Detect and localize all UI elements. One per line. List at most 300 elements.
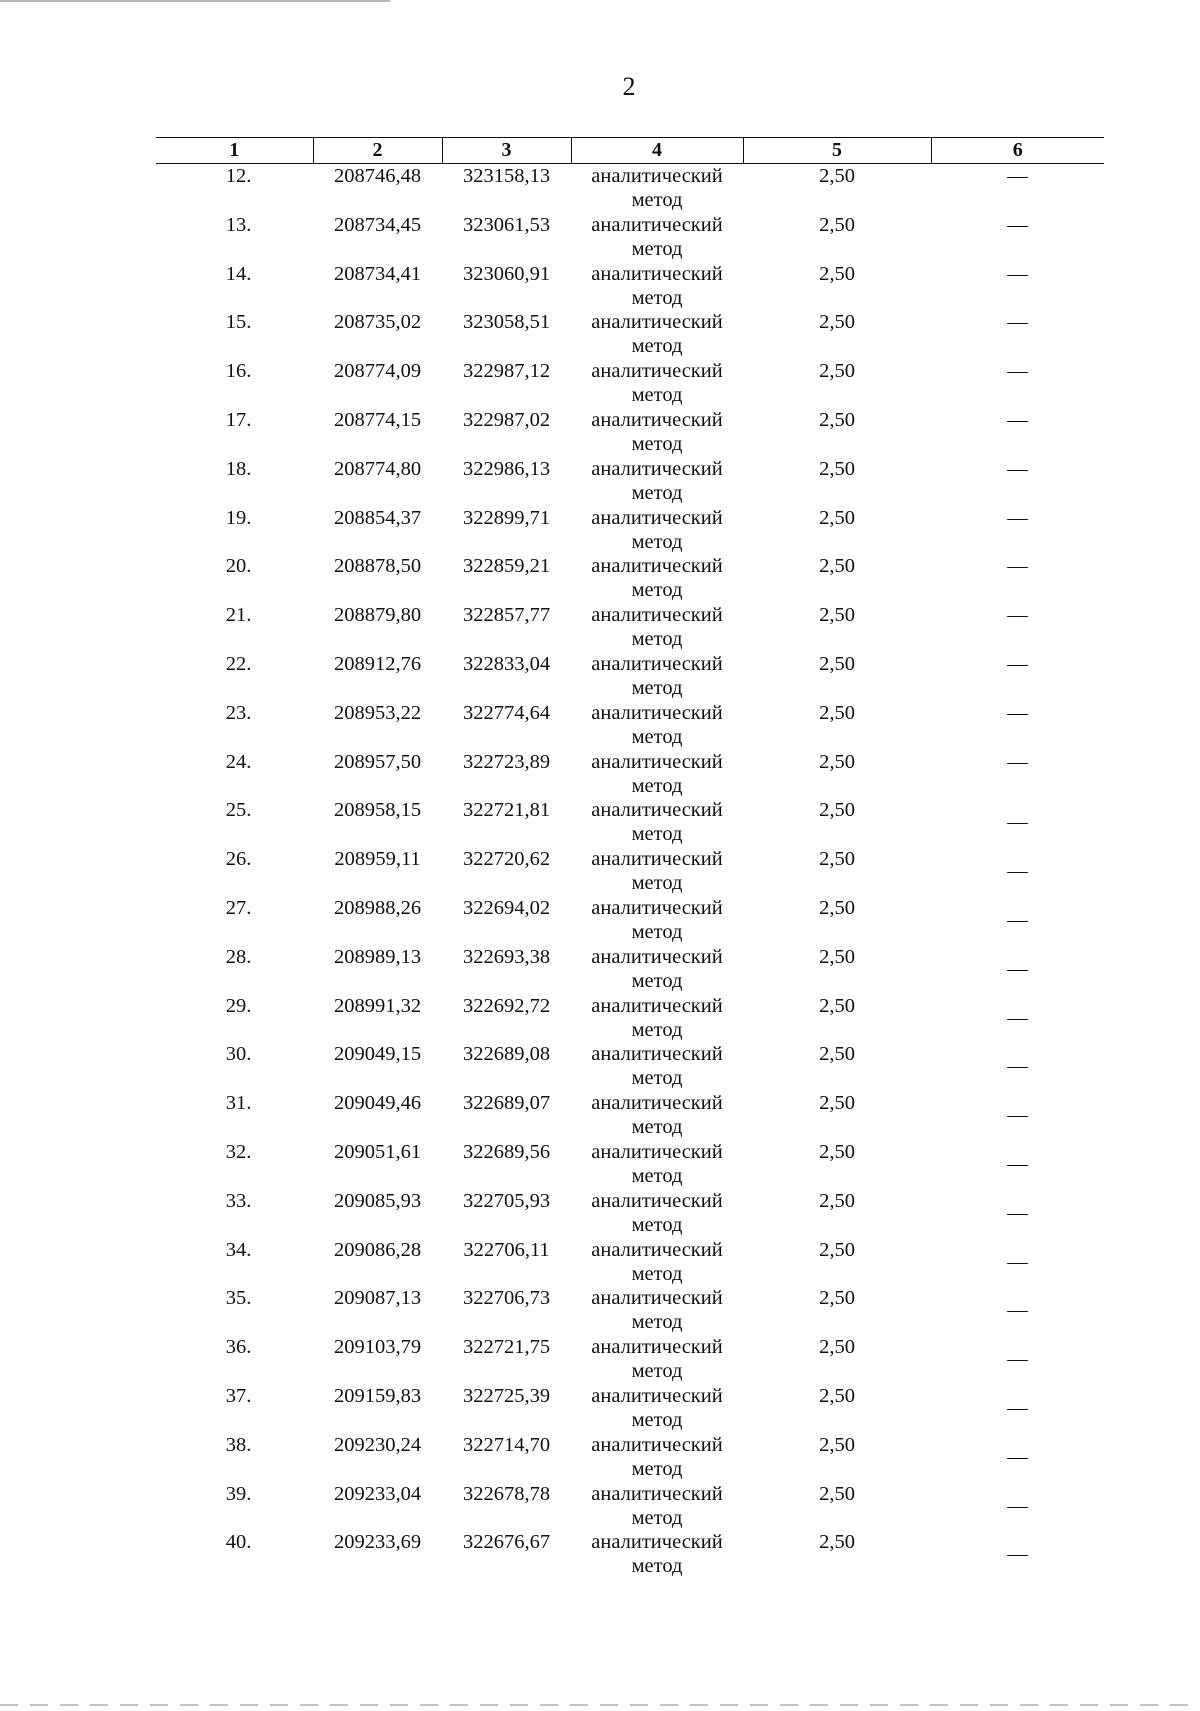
accuracy: 2,50 — [819, 1092, 855, 1115]
method — [571, 457, 743, 506]
accuracy: 2,50 — [819, 750, 855, 773]
method-line-2: метод — [631, 1506, 683, 1529]
method — [571, 1189, 743, 1238]
method-line-1: аналитический — [591, 652, 723, 675]
note — [931, 1042, 1104, 1091]
point-number: 20. — [225, 555, 252, 578]
column-header-4: 4 — [571, 138, 743, 164]
accuracy: 2,50 — [819, 1043, 855, 1066]
note-dash: — — [1007, 957, 1028, 980]
note — [931, 1433, 1104, 1482]
method-line-1: аналитический — [591, 311, 723, 334]
method-line-2: метод — [631, 1067, 683, 1090]
method-line-2: метод — [631, 481, 683, 504]
method-line-1: аналитический — [591, 1238, 723, 1261]
note-dash: — — [1007, 1299, 1028, 1322]
coordinate-x: 208879,80 — [333, 604, 422, 627]
note-dash: — — [1007, 1543, 1028, 1566]
table-row — [156, 652, 1104, 701]
method-line-1: аналитический — [591, 994, 723, 1017]
coordinate-y: 322774,64 — [462, 701, 551, 724]
method-line-2: метод — [631, 1457, 683, 1480]
point-number: 31. — [225, 1092, 252, 1115]
coordinate-y: 322986,13 — [462, 457, 551, 480]
coordinate-x: 209049,15 — [333, 1043, 422, 1066]
coordinate-y: 322705,93 — [462, 1189, 551, 1212]
accuracy: 2,50 — [819, 408, 855, 431]
note — [931, 798, 1104, 847]
method — [571, 847, 743, 896]
note — [931, 847, 1104, 896]
note — [931, 1384, 1104, 1433]
note-dash: — — [1007, 1152, 1028, 1175]
coordinate-y: 322714,70 — [462, 1433, 551, 1456]
method-line-1: аналитический — [591, 506, 723, 529]
point-number: 12. — [225, 165, 252, 187]
method-line-2: метод — [631, 237, 683, 260]
point-number: 37. — [225, 1384, 252, 1407]
coordinate-x: 208912,76 — [333, 652, 422, 675]
note — [931, 554, 1104, 603]
point-number: 36. — [225, 1336, 252, 1359]
coordinate-y: 322987,12 — [462, 360, 551, 383]
table-row — [156, 1384, 1104, 1433]
method-line-2: метод — [631, 384, 683, 407]
note-dash: — — [1007, 1201, 1028, 1224]
coordinate-y: 322833,04 — [462, 652, 551, 675]
table-row — [156, 1335, 1104, 1384]
coordinate-x: 209085,93 — [333, 1189, 422, 1212]
note-dash: — — [1007, 1250, 1028, 1273]
accuracy: 2,50 — [819, 262, 855, 285]
coordinate-y: 322899,71 — [462, 506, 551, 529]
method-line-1: аналитический — [591, 1092, 723, 1115]
coordinate-y: 322857,77 — [462, 604, 551, 627]
accuracy: 2,50 — [819, 896, 855, 919]
accuracy: 2,50 — [819, 311, 855, 334]
note-dash: — — [1007, 408, 1028, 431]
table-row — [156, 896, 1104, 945]
table-row — [156, 506, 1104, 555]
method-line-2: метод — [631, 189, 683, 211]
method — [571, 262, 743, 311]
coordinate-y: 322694,02 — [462, 896, 551, 919]
table-row — [156, 457, 1104, 506]
coordinate-x: 208959,11 — [334, 848, 421, 871]
table-row — [156, 701, 1104, 750]
method-line-1: аналитический — [591, 165, 723, 187]
method-line-1: аналитический — [591, 1531, 723, 1554]
accuracy: 2,50 — [819, 1189, 855, 1212]
note — [931, 701, 1104, 750]
accuracy: 2,50 — [819, 1384, 855, 1407]
method-line-1: аналитический — [591, 701, 723, 724]
method — [571, 359, 743, 408]
point-number: 24. — [225, 750, 252, 773]
method — [571, 1238, 743, 1287]
method-line-1: аналитический — [591, 213, 723, 236]
coordinate-x: 208988,26 — [333, 896, 422, 919]
method-line-2: метод — [631, 872, 683, 895]
note-dash: — — [1007, 1104, 1028, 1127]
table-row — [156, 359, 1104, 408]
coordinate-x: 209087,13 — [333, 1287, 422, 1310]
coordinate-y: 323158,13 — [462, 165, 551, 187]
coordinate-x: 208774,80 — [333, 457, 422, 480]
note — [931, 457, 1104, 506]
note — [931, 603, 1104, 652]
point-number: 27. — [225, 896, 252, 919]
column-header-2: 2 — [313, 138, 442, 164]
method — [571, 1384, 743, 1433]
point-number: 35. — [225, 1287, 252, 1310]
note — [931, 1238, 1104, 1287]
table-row — [156, 1189, 1104, 1238]
coordinate-x: 208989,13 — [333, 945, 422, 968]
method-line-1: аналитический — [591, 799, 723, 822]
note — [931, 1091, 1104, 1140]
note-dash: — — [1007, 457, 1028, 480]
note-dash: — — [1007, 1055, 1028, 1078]
table-body — [156, 164, 1104, 1580]
header-row — [156, 138, 1104, 164]
method-line-1: аналитический — [591, 1336, 723, 1359]
table-row — [156, 554, 1104, 603]
note — [931, 1530, 1104, 1579]
method-line-2: метод — [631, 725, 683, 748]
coordinate-x: 208878,50 — [333, 555, 422, 578]
coordinate-x: 208734,41 — [333, 262, 422, 285]
note-dash: — — [1007, 604, 1028, 627]
accuracy: 2,50 — [819, 165, 855, 187]
note-dash: — — [1007, 750, 1028, 773]
point-number: 25. — [225, 799, 252, 822]
method-line-2: метод — [631, 676, 683, 699]
method — [571, 1140, 743, 1189]
note-dash: — — [1007, 652, 1028, 675]
method-line-1: аналитический — [591, 555, 723, 578]
method — [571, 164, 743, 213]
column-header-5: 5 — [743, 138, 931, 164]
note — [931, 213, 1104, 262]
method-line-1: аналитический — [591, 1043, 723, 1066]
method-line-2: метод — [631, 1018, 683, 1041]
coordinate-y: 322859,21 — [462, 555, 551, 578]
note — [931, 359, 1104, 408]
point-number: 39. — [225, 1482, 252, 1505]
coordinate-x: 208734,45 — [333, 213, 422, 236]
table-row — [156, 1140, 1104, 1189]
accuracy: 2,50 — [819, 506, 855, 529]
coordinate-x: 209230,24 — [333, 1433, 422, 1456]
method-line-1: аналитический — [591, 262, 723, 285]
note-dash: — — [1007, 1006, 1028, 1029]
coordinate-x: 209051,61 — [333, 1140, 422, 1163]
accuracy: 2,50 — [819, 701, 855, 724]
table-row — [156, 750, 1104, 799]
coordinate-x: 208958,15 — [333, 799, 422, 822]
point-number: 38. — [225, 1433, 252, 1456]
coordinate-y: 323061,53 — [462, 213, 551, 236]
note — [931, 408, 1104, 457]
table-row — [156, 164, 1104, 213]
method-line-2: метод — [631, 1408, 683, 1431]
method-line-2: метод — [631, 1116, 683, 1139]
coordinates-table — [156, 137, 1104, 1579]
table-row — [156, 213, 1104, 262]
point-number: 13. — [225, 213, 252, 236]
note-dash: — — [1007, 811, 1028, 834]
method-line-2: метод — [631, 628, 683, 651]
accuracy: 2,50 — [819, 1238, 855, 1261]
accuracy: 2,50 — [819, 1287, 855, 1310]
method-line-1: аналитический — [591, 1433, 723, 1456]
coordinate-x: 208854,37 — [333, 506, 422, 529]
accuracy: 2,50 — [819, 1140, 855, 1163]
accuracy: 2,50 — [819, 799, 855, 822]
point-number: 32. — [225, 1140, 252, 1163]
accuracy: 2,50 — [819, 1336, 855, 1359]
accuracy: 2,50 — [819, 457, 855, 480]
coordinate-x: 208774,09 — [333, 360, 422, 383]
note-dash: — — [1007, 555, 1028, 578]
coordinate-y: 322706,73 — [462, 1287, 551, 1310]
method-line-1: аналитический — [591, 360, 723, 383]
method — [571, 1042, 743, 1091]
accuracy: 2,50 — [819, 1531, 855, 1554]
point-number: 22. — [225, 652, 252, 675]
accuracy: 2,50 — [819, 604, 855, 627]
note-dash: — — [1007, 1396, 1028, 1419]
table-row — [156, 1286, 1104, 1335]
coordinate-x: 209233,69 — [333, 1531, 422, 1554]
table-row — [156, 1238, 1104, 1287]
note — [931, 1482, 1104, 1531]
note — [931, 1286, 1104, 1335]
method-line-2: метод — [631, 1164, 683, 1187]
note-dash: — — [1007, 360, 1028, 383]
coordinate-x: 208991,32 — [333, 994, 422, 1017]
table-row — [156, 310, 1104, 359]
coordinate-y: 322987,02 — [462, 408, 551, 431]
table-header — [156, 138, 1104, 164]
coordinate-y: 322689,56 — [462, 1140, 551, 1163]
coordinate-x: 209103,79 — [333, 1336, 422, 1359]
point-number: 40. — [225, 1531, 252, 1554]
method-line-1: аналитический — [591, 896, 723, 919]
table-row — [156, 1091, 1104, 1140]
note-dash: — — [1007, 1348, 1028, 1371]
accuracy: 2,50 — [819, 945, 855, 968]
method — [571, 994, 743, 1043]
note — [931, 652, 1104, 701]
method-line-2: метод — [631, 335, 683, 358]
method-line-2: метод — [631, 579, 683, 602]
note-dash: — — [1007, 1445, 1028, 1468]
table-row — [156, 603, 1104, 652]
point-number: 16. — [225, 360, 252, 383]
coordinate-y: 322676,67 — [462, 1531, 551, 1554]
method — [571, 701, 743, 750]
coordinate-x: 208735,02 — [333, 311, 422, 334]
coordinate-y: 323058,51 — [462, 311, 551, 334]
accuracy: 2,50 — [819, 555, 855, 578]
note — [931, 1140, 1104, 1189]
method-line-2: метод — [631, 432, 683, 455]
page-number: 2 — [622, 72, 636, 101]
point-number: 34. — [225, 1238, 252, 1261]
note — [931, 164, 1104, 213]
point-number: 21. — [225, 604, 252, 627]
method — [571, 1091, 743, 1140]
note — [931, 750, 1104, 799]
method-line-1: аналитический — [591, 457, 723, 480]
coordinate-y: 322692,72 — [462, 994, 551, 1017]
scan-artifact-top — [0, 0, 390, 2]
coordinate-x: 209233,04 — [333, 1482, 422, 1505]
note — [931, 262, 1104, 311]
coordinate-y: 322706,11 — [463, 1238, 550, 1261]
coordinate-x: 208953,22 — [333, 701, 422, 724]
note-dash: — — [1007, 262, 1028, 285]
method — [571, 213, 743, 262]
coordinate-y: 322725,39 — [462, 1384, 551, 1407]
table-row — [156, 1433, 1104, 1482]
method — [571, 1433, 743, 1482]
coordinate-x: 209086,28 — [333, 1238, 422, 1261]
method-line-1: аналитический — [591, 604, 723, 627]
table-row — [156, 1482, 1104, 1531]
method — [571, 945, 743, 994]
method — [571, 652, 743, 701]
point-number: 23. — [225, 701, 252, 724]
scan-artifact-bottom — [0, 1704, 1200, 1706]
coordinate-y: 322721,81 — [462, 799, 551, 822]
method — [571, 1335, 743, 1384]
point-number: 17. — [225, 408, 252, 431]
note — [931, 1335, 1104, 1384]
point-number: 18. — [225, 457, 252, 480]
method-line-2: метод — [631, 1311, 683, 1334]
coordinate-x: 208746,48 — [333, 165, 422, 187]
note — [931, 994, 1104, 1043]
method-line-2: метод — [631, 1555, 683, 1578]
method-line-2: метод — [631, 1213, 683, 1236]
point-number: 30. — [225, 1043, 252, 1066]
method — [571, 506, 743, 555]
coordinate-y: 322723,89 — [462, 750, 551, 773]
method — [571, 1482, 743, 1531]
method-line-2: метод — [631, 1360, 683, 1383]
method — [571, 798, 743, 847]
note-dash: — — [1007, 701, 1028, 724]
method-line-2: метод — [631, 920, 683, 943]
table-row — [156, 1530, 1104, 1579]
column-header-6: 6 — [931, 138, 1104, 164]
method — [571, 554, 743, 603]
method-line-2: метод — [631, 1262, 683, 1285]
accuracy: 2,50 — [819, 652, 855, 675]
method — [571, 408, 743, 457]
note — [931, 945, 1104, 994]
accuracy: 2,50 — [819, 213, 855, 236]
method — [571, 310, 743, 359]
table-row — [156, 262, 1104, 311]
table-row — [156, 1042, 1104, 1091]
method-line-2: метод — [631, 823, 683, 846]
coordinate-x: 208774,15 — [333, 408, 422, 431]
coordinate-y: 322678,78 — [462, 1482, 551, 1505]
note — [931, 896, 1104, 945]
note-dash: — — [1007, 908, 1028, 931]
coordinate-y: 322689,07 — [462, 1092, 551, 1115]
note — [931, 1189, 1104, 1238]
coordinate-x: 208957,50 — [333, 750, 422, 773]
table-row — [156, 798, 1104, 847]
method — [571, 750, 743, 799]
point-number: 15. — [225, 311, 252, 334]
note-dash: — — [1007, 506, 1028, 529]
note — [931, 506, 1104, 555]
accuracy: 2,50 — [819, 1482, 855, 1505]
note-dash: — — [1007, 1494, 1028, 1517]
column-header-3: 3 — [442, 138, 571, 164]
table-row — [156, 945, 1104, 994]
point-number: 14. — [225, 262, 252, 285]
note-dash: — — [1007, 213, 1028, 236]
note-dash: — — [1007, 165, 1028, 187]
point-number: 19. — [225, 506, 252, 529]
method-line-1: аналитический — [591, 945, 723, 968]
coordinate-y: 322693,38 — [462, 945, 551, 968]
method — [571, 1530, 743, 1579]
accuracy: 2,50 — [819, 994, 855, 1017]
coordinate-x: 209049,46 — [333, 1092, 422, 1115]
method-line-2: метод — [631, 286, 683, 309]
coordinate-y: 322720,62 — [462, 848, 551, 871]
table-row — [156, 847, 1104, 896]
method-line-1: аналитический — [591, 1140, 723, 1163]
method-line-2: метод — [631, 969, 683, 992]
coordinate-y: 323060,91 — [462, 262, 551, 285]
method-line-1: аналитический — [591, 1482, 723, 1505]
method-line-1: аналитический — [591, 848, 723, 871]
method-line-2: метод — [631, 530, 683, 553]
table-row — [156, 408, 1104, 457]
method-line-1: аналитический — [591, 750, 723, 773]
table-row — [156, 994, 1104, 1043]
coordinate-y: 322689,08 — [462, 1043, 551, 1066]
note-dash: — — [1007, 311, 1028, 334]
column-header-1: 1 — [156, 138, 313, 164]
method-line-1: аналитический — [591, 1287, 723, 1310]
method — [571, 603, 743, 652]
method — [571, 896, 743, 945]
method-line-1: аналитический — [591, 408, 723, 431]
accuracy: 2,50 — [819, 1433, 855, 1456]
note — [931, 310, 1104, 359]
coordinate-x: 209159,83 — [333, 1384, 422, 1407]
accuracy: 2,50 — [819, 848, 855, 871]
point-number: 28. — [225, 945, 252, 968]
method-line-2: метод — [631, 774, 683, 797]
accuracy: 2,50 — [819, 360, 855, 383]
point-number: 26. — [225, 848, 252, 871]
note-dash: — — [1007, 860, 1028, 883]
coordinate-y: 322721,75 — [462, 1336, 551, 1359]
point-number: 29. — [225, 994, 252, 1017]
point-number: 33. — [225, 1189, 252, 1212]
